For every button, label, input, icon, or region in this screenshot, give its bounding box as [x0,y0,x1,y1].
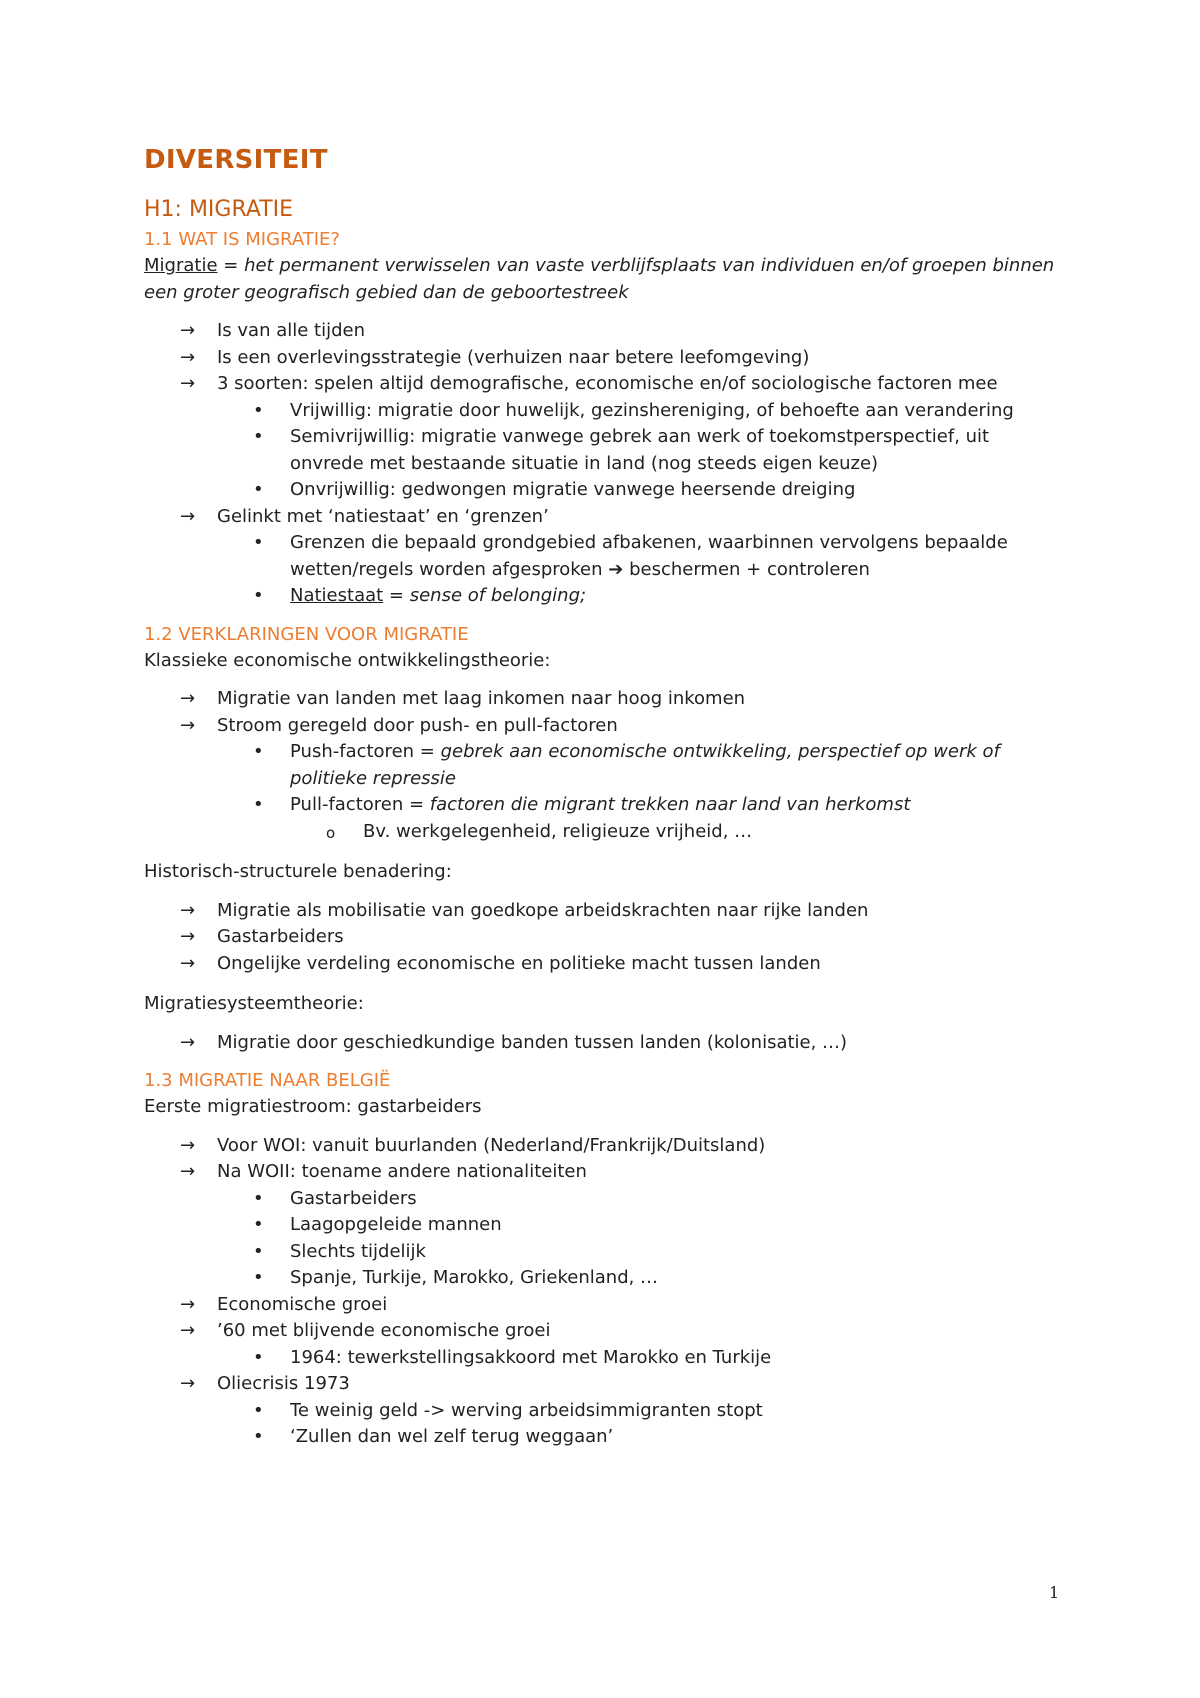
sublist [217,1186,1064,1292]
list-1-2b [144,898,1064,978]
arrow-icon: → [180,899,196,921]
list-item: • Spanje, Turkije, Marokko, Griekenland, … [217,1265,1064,1292]
natiestaat-term: Natiestaat [290,585,384,606]
list-1-2c [144,1030,1064,1057]
sublist [217,398,1064,504]
list-item: → Migratie als mobilisatie van goedkope arbeidskrachten naar rijke landen [144,898,1064,925]
list-item: → Migratie van landen met laag inkomen naar hoog inkomen [144,686,1064,713]
page-content [144,143,1064,1451]
list-item: • Slechts tijdelijk [217,1239,1064,1266]
list-item: • Push-factoren = gebrek aan economische ontwikkeling, perspectief op werk of politieke repressie [253,741,1000,789]
list-item: → Gastarbeiders [144,924,1064,951]
document-title: DIVERSITEIT [144,145,328,175]
chapter-heading: H1: MIGRATIE [144,197,294,222]
arrow-icon: → [180,1134,196,1156]
arrow-icon: → [180,346,196,368]
list-item: → Stroom geregeld door push- en pull-factoren • Push-factoren = gebrek aan economische ontwikkeling, perspectief op werk of politieke repressie • Pull-factoren = factoren die migrant trekken naar land van herkomst o Bv. werkgelegenheid, religieuze vrijheid, … [144,713,1064,846]
bullet-icon: • [253,399,264,421]
list-item: • ‘Zullen dan wel zelf terug weggaan’ [217,1424,1064,1451]
list-item: • Onvrijwillig: gedwongen migratie vanwege heersende dreiging [217,477,1064,504]
arrow-icon: → [180,1373,196,1394]
circle-bullet-icon: o [326,823,336,842]
page-number: 1 [1049,1583,1060,1602]
definition-paragraph: Migratie = het permanent verwisselen van vaste verblijfsplaats van individuen en/of groepen binnen een groter geografisch gebied dan de geboortestreek [144,255,1055,303]
list-item: → Is van alle tijden [144,318,1064,345]
bold-arrow-icon: ➔ [608,558,624,580]
arrow-icon: → [180,505,196,527]
list-item: → Gelinkt met ‘natiestaat’ en ‘grenzen’ • Grenzen die bepaald grondgebied afbakenen, waarbinnen vervolgens bepaalde wetten/regels worden afgesproken ➔ beschermen + controleren • Natiestaat = sense of belonging; [144,504,1064,610]
bullet-icon: • [253,1214,264,1235]
list-item: → Na WOII: toename andere nationaliteiten • Gastarbeiders • Laagopgeleide mannen • Slechts tijdelijk • Spanje, Turkije, Marokko, Griekenland, … [144,1159,1064,1292]
list-item: → Oliecrisis 1973 • Te weinig geld -> werving arbeidsimmigranten stopt • ‘Zullen dan wel zelf terug weggaan’ [144,1371,1064,1451]
paragraph: Historisch-structurele benadering: [144,861,452,882]
list-1-3 [144,1133,1064,1451]
list-item: • Gastarbeiders [217,1186,1064,1213]
list-item: → Economische groei [144,1292,1064,1319]
arrow-icon: → [180,1320,196,1341]
sublist [217,739,1064,845]
arrow-icon: → [180,1031,196,1053]
bullet-icon: • [253,585,264,606]
list-item: o Bv. werkgelegenheid, religieuze vrijheid, … [290,819,1064,846]
bullet-icon: • [253,741,264,762]
list-item: • Grenzen die bepaald grondgebied afbakenen, waarbinnen vervolgens bepaalde wetten/regels worden afgesproken ➔ beschermen + controleren [253,532,1008,580]
bullet-icon: • [253,1346,264,1368]
arrow-icon: → [180,714,196,736]
bullet-icon: • [253,479,264,500]
section-heading-1-2: 1.2 VERKLARINGEN VOOR MIGRATIE [144,623,469,645]
arrow-icon: → [180,688,196,709]
list-item: • Pull-factoren = factoren die migrant trekken naar land van herkomst o Bv. werkgelegenheid, religieuze vrijheid, … [217,792,1064,845]
list-item: → ’60 met blijvende economische groei • 1964: tewerkstellingsakkoord met Marokko en Turkije [144,1318,1064,1371]
arrow-icon: → [180,1161,196,1182]
list-1-1 [144,318,1064,610]
list-item: • Semivrijwillig: migratie vanwege gebrek aan werk of toekomstperspectief, uit onvrede met bestaande situatie in land (nog steeds eigen keuze) [253,426,990,474]
list-item: • Natiestaat = sense of belonging; [217,583,1064,610]
definition-term: Migratie [144,255,218,276]
list-item: • 1964: tewerkstellingsakkoord met Marokko en Turkije [217,1345,1064,1372]
paragraph: Migratiesysteemtheorie: [144,993,364,1014]
arrow-icon: → [180,320,196,341]
list-1-2a [144,686,1064,845]
list-item: → 3 soorten: spelen altijd demografische, economische en/of sociologische factoren mee • Vrijwillig: migratie door huwelijk, gezinshereniging, of behoefte aan verandering • Semivrijwillig: migratie vanwege gebrek aan werk of toekomstperspectief, uit onvrede met bestaande situatie in land (nog steeds eigen keuze) • Onvrijwillig: gedwongen migratie vanwege heersende dreiging [144,371,1064,504]
arrow-icon: → [180,952,196,974]
list-item: → Ongelijke verdeling economische en politieke macht tussen landen [144,951,1064,978]
arrow-icon: → [180,373,196,394]
arrow-icon: → [180,1293,196,1315]
arrow-icon: → [180,926,196,947]
list-item: → Migratie door geschiedkundige banden tussen landen (kolonisatie, …) [144,1030,1064,1057]
bullet-icon: • [253,1240,264,1262]
paragraph: Klassieke economische ontwikkelingstheorie: [144,649,551,671]
list-item: • Vrijwillig: migratie door huwelijk, gezinshereniging, of behoefte aan verandering [217,398,1064,425]
bullet-icon: • [253,426,264,447]
paragraph: Eerste migratiestroom: gastarbeiders [144,1096,482,1117]
bullet-icon: • [253,1399,264,1421]
bullet-icon: • [253,1426,264,1447]
list-item: • Te weinig geld -> werving arbeidsimmigranten stopt [217,1398,1064,1425]
list-item: → Is een overlevingsstrategie (verhuizen naar betere leefomgeving) [144,345,1064,372]
bullet-icon: • [253,1267,264,1288]
sublist [217,530,1064,610]
list-item: • Laagopgeleide mannen [217,1212,1064,1239]
section-heading-1-3: 1.3 MIGRATIE NAAR BELGIË [144,1070,391,1091]
bullet-icon: • [253,532,264,553]
bullet-icon: • [253,794,264,815]
section-heading-1-1: 1.1 WAT IS MIGRATIE? [144,229,340,250]
sublist [217,1345,1064,1372]
list-item: → Voor WOI: vanuit buurlanden (Nederland/Frankrijk/Duitsland) [144,1133,1064,1160]
definition-text: het permanent verwisselen van vaste verblijfsplaats van individuen en/of groepen binnen een groter geografisch gebied dan de geboortestreek [144,255,1055,303]
bullet-icon: • [253,1187,264,1209]
sublist [217,1398,1064,1451]
sublist [290,819,1064,846]
